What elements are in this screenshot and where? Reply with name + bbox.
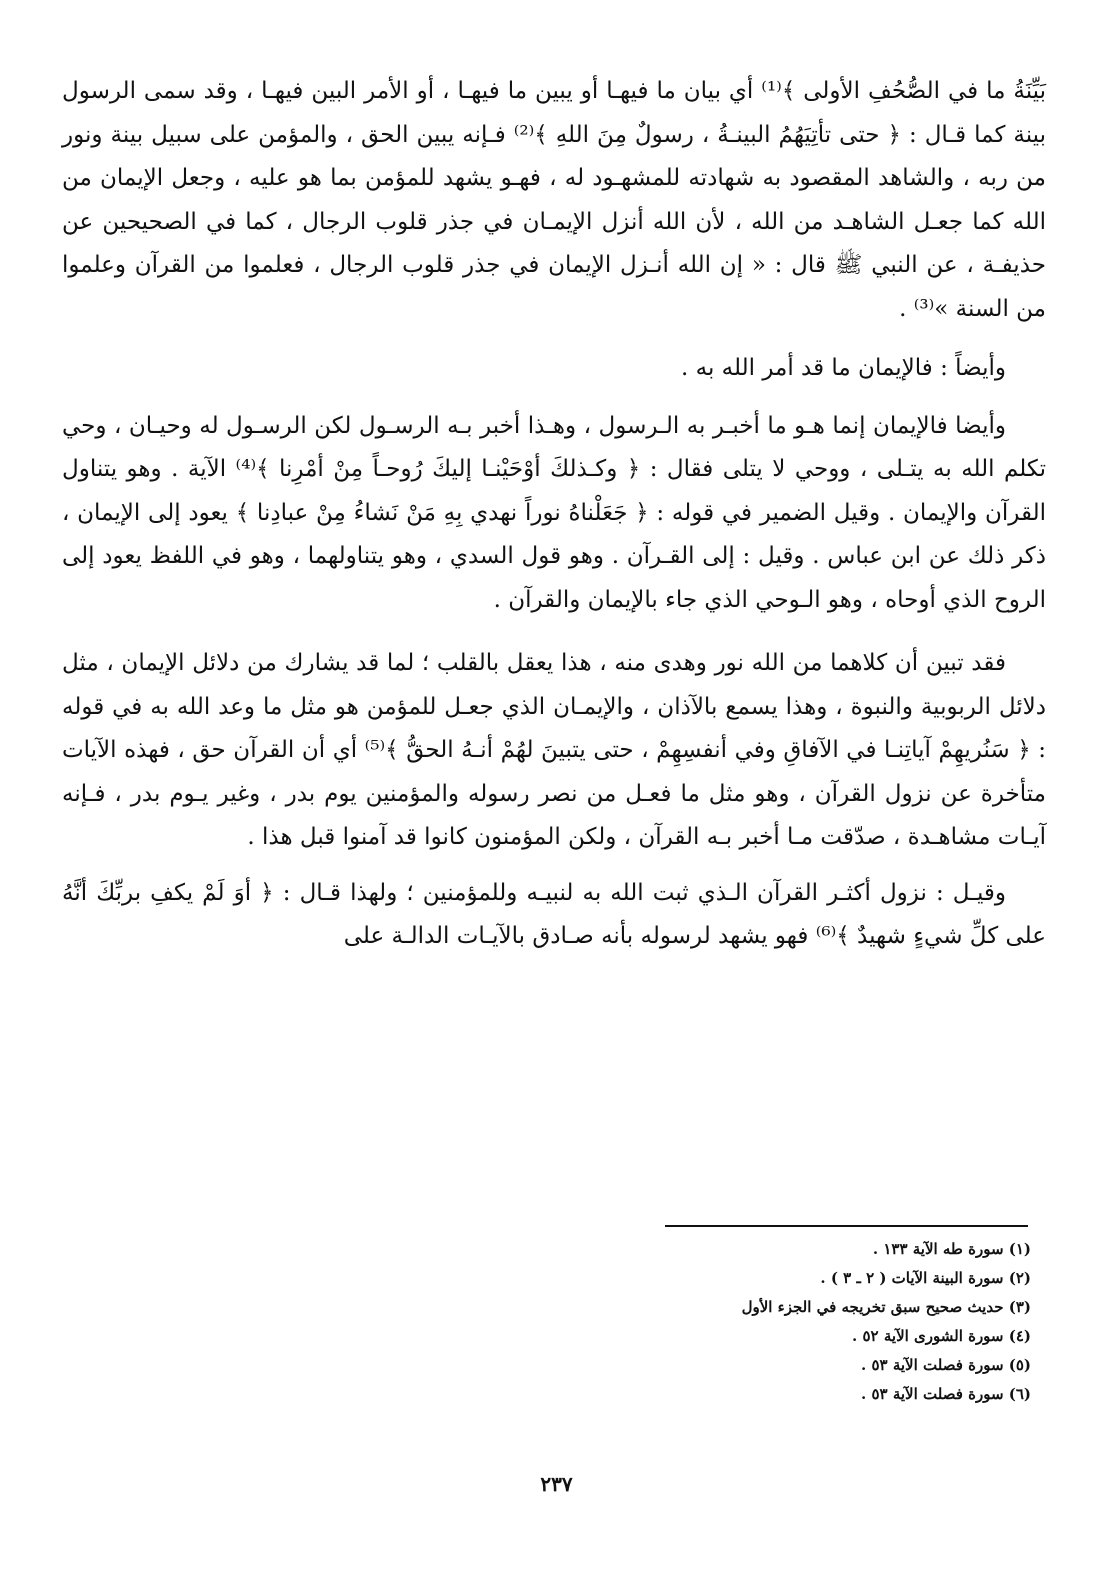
footnote-5: (٥) سورة فصلت الآية ٥٣ . [861,1356,1031,1374]
footnote-divider [665,1225,1028,1227]
main-text-body [62,70,1046,959]
paragraph-2: وأيضاً : فالإيمان ما قد أمر الله به . [681,355,1006,381]
footnote-3: (٣) حديث صحيح سبق تخريجه في الجزء الأول [741,1298,1031,1316]
paragraph-1: بَيِّنَةُ ما في الصُّحُفِ الأولى ﴾⁽¹⁾ أي بيان ما فيهـا أو يبين ما فيهـا ، أو الأمر البين فيهـا ، وقد سمى الرسول بينة كما قـال : ﴿ حتى تأتِيَهُمُ البينـةُ ، رسولٌ مِنَ اللهِ ﴾⁽²⁾ فـإنه يبين الحق ، والمؤمن على سبيل بينة ونور من ربه ، والشاهد المقصود به شهادته للمشهـود له ، فهـو يشهد للمؤمن بما هو عليه ، وجعل الإيمان من الله كما جعـل الشاهـد من الله ، لأن الله أنزل الإيمـان في جذر قلوب الرجال ، كما في الصحيحين عن حذيفـة ، عن النبي ﷺ قال : « إن الله أنـزل الإيمان في جذر قلوب الرجال ، فعلموا من القرآن وعلموا من السنة »⁽³⁾ . [62,78,1047,322]
footnote-1: (١) سورة طه الآية ١٣٣ . [872,1240,1031,1258]
paragraph-5: وقيـل : نزول أكثـر القرآن الـذي ثبت الله به لنبيـه وللمؤمنين ؛ ولهذا قـال : ﴿ أوَ لَمْ يكفِ بربِّكَ أنَّهُ على كلِّ شيءٍ شهيدٌ ﴾⁽⁶⁾ فهو يشهد لرسوله بأنه صـادق بالآيـات الدالـة على [62,879,1046,949]
page-number: ٢٣٧ [540,1472,573,1496]
footnote-4: (٤) سورة الشورى الآية ٥٢ . [852,1327,1031,1345]
footnote-2: (٢) سورة البينة الآيات ( ٢ ـ ٣ ) . [820,1269,1031,1287]
paragraph-4: فقد تبين أن كلاهما من الله نور وهدى منه ، هذا يعقل بالقلب ؛ لما قد يشارك من دلائل الإيمان ، مثل دلائل الربوبية والنبوة ، وهذا يسمع بالآذان ، والإيمـان الذي جعـل للمؤمن هو مثل ما وعد الله به في قوله : ﴿ سَنُريهِمْ آياتِنـا في الآفاقِ وفي أنفسِهِمْ ، حتى يتبينَ لهُمْ أنـهُ الحقُّ ﴾⁽⁵⁾ أي أن القرآن حق ، فهذه الآيات متأخرة عن نزول القرآن ، وهو مثل ما فعـل من نصر رسوله والمؤمنين يوم بدر ، وغير يـوم بدر ، فـإنه آيـات مشاهـدة ، صدّقت مـا أخبر بـه القرآن ، ولكن المؤمنون كانوا قد آمنوا قبل هذا . [62,650,1046,850]
footnote-6: (٦) سورة فصلت الآية ٥٣ . [861,1385,1031,1403]
paragraph-3: وأيضا فالإيمان إنما هـو ما أخبـر به الـرسول ، وهـذا أخبر بـه الرسـول لكن الرسـول له وحيـان ، وحي تكلم الله به يتـلى ، ووحي لا يتلى فقال : ﴿ وكـذلكَ أوْحَيْنـا إليكَ رُوحـاً مِنْ أمْرِنا ﴾⁽⁴⁾ الآية . وهو يتناول القرآن والإيمان . وقيل الضمير في قوله : ﴿ جَعَلْناهُ نوراً نهدي بِهِ مَنْ نَشاءُ مِنْ عبادِنا ﴾ يعود إلى الإيمان ، ذكر ذلك عن ابن عباس . وقيل : إلى القـرآن . وهو قول السدي ، وهو يتناولهما ، وهو في اللفظ يعود إلى الروح الذي أوحاه ، وهو الـوحي الذي جاء بالإيمان والقرآن . [62,412,1047,613]
footnotes-section [471,1235,1031,1409]
